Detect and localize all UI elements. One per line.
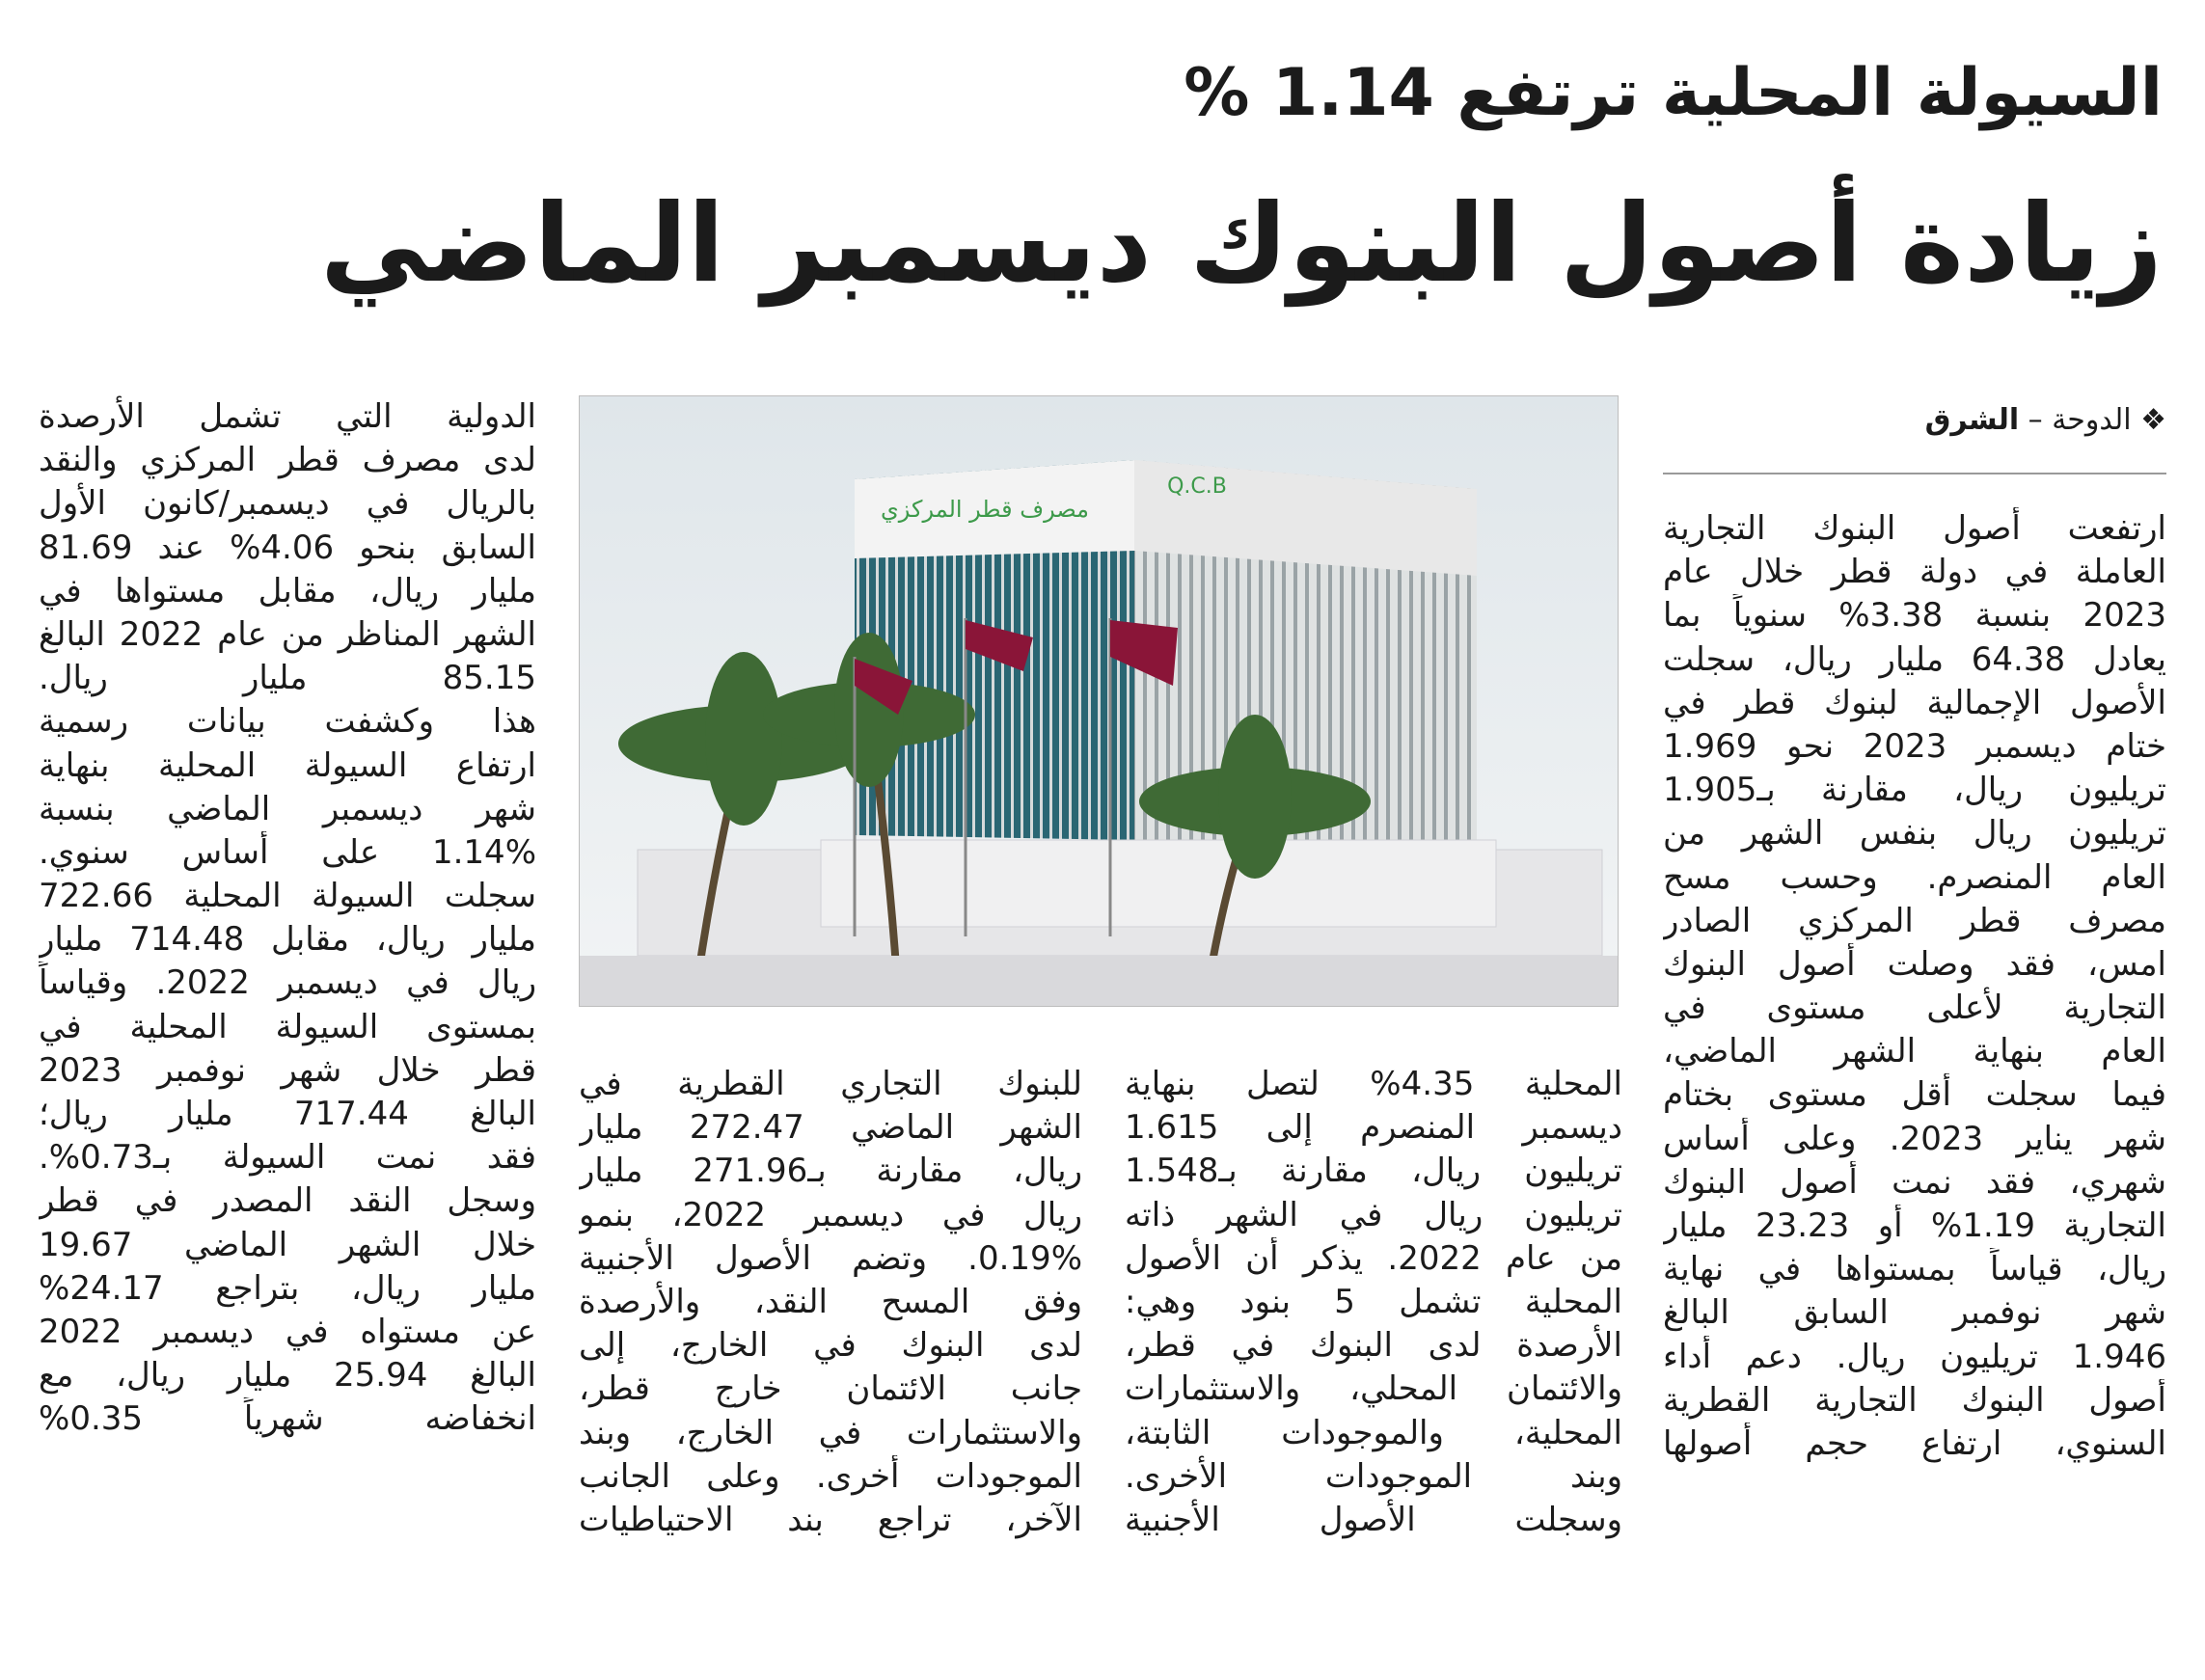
column-line: شهر ديسمبر الماضي بنسبة: [39, 789, 536, 828]
column-line: فيما سجلت أقل مستوى بختام: [1663, 1075, 2166, 1115]
column-line: فقد نمت السيولة بـ0.73%.: [39, 1138, 536, 1178]
column-line: 1.946 تريليون ريال. دعم أداء: [1663, 1337, 2166, 1376]
column-line: الآخر، تراجع بند الاحتياطيات: [579, 1500, 1082, 1539]
column-line: التجارية لأعلى مستوى في: [1663, 989, 2166, 1028]
column-line: بالريال في ديسمبر/كانون الأول: [39, 484, 536, 524]
column-line: سجلت السيولة المحلية 722.66: [39, 877, 536, 916]
column-line: ديسمبر المنصرم إلى 1.615: [1125, 1108, 1622, 1148]
byline-divider: [1663, 473, 2166, 474]
column-line: وبند الموجودات الأخرى.: [1125, 1456, 1622, 1496]
column-line: مليار ريال، بتراجع 24.17%: [39, 1268, 536, 1308]
column-line: شهر يناير 2023. وعلى أساس: [1663, 1119, 2166, 1158]
column-line: ارتفاع السيولة المحلية بنهاية: [39, 745, 536, 785]
article-column-1: [1663, 507, 2166, 1466]
article-kicker: السيولة المحلية ترتفع 1.14 %: [1184, 55, 2163, 131]
column-line: ريال في ديسمبر 2022، بنمو: [579, 1195, 1082, 1234]
byline: [1663, 397, 2166, 444]
column-line: العاملة في دولة قطر خلال عام: [1663, 553, 2166, 592]
column-line: لدى البنوك في الخارج، إلى: [579, 1326, 1082, 1366]
article-photo: [579, 395, 1619, 1007]
column-line: قطر خلال شهر نوفمبر 2023: [39, 1050, 536, 1090]
column-line: البالغ 25.94 مليار ريال، مع: [39, 1356, 536, 1395]
bullet-icon: ❖: [2140, 403, 2166, 437]
column-line: شهر نوفمبر السابق البالغ: [1663, 1293, 2166, 1333]
column-line: تريليون ريال في الشهر ذاته: [1125, 1195, 1622, 1234]
column-line: الموجودات أخرى. وعلى الجانب: [579, 1456, 1082, 1496]
column-line: ريال في ديسمبر 2022. وقياساً: [39, 963, 536, 1003]
article-headline: زيادة أصول البنوك ديسمبر الماضي: [319, 181, 2163, 307]
article-column-3: [579, 1063, 1082, 1542]
column-line: ريال، قياساً بمستواها في نهاية: [1663, 1250, 2166, 1289]
column-line: امس، فقد وصلت أصول البنوك: [1663, 944, 2166, 984]
column-line: هذا وكشفت بيانات رسمية: [39, 702, 536, 742]
sign-main: مصرف قطر المركزي: [881, 496, 1089, 523]
column-line: شهري، فقد نمت أصول البنوك: [1663, 1162, 2166, 1202]
column-line: لدى مصرف قطر المركزي والنقد: [39, 441, 536, 480]
column-line: يعادل 64.38 مليار ريال، سجلت: [1663, 639, 2166, 679]
column-line: السنوي، ارتفاع حجم أصولها: [1663, 1423, 2166, 1463]
column-line: المحلية، والموجودات الثابتة،: [1125, 1413, 1622, 1452]
column-line: البالغ 717.44 مليار ريال؛: [39, 1095, 536, 1133]
column-line: 0.19%. وتضم الأصول الأجنبية: [579, 1238, 1082, 1278]
column-line: ختام ديسمبر 2023 نحو 1.969: [1663, 726, 2166, 766]
column-line: وفق المسح النقد، والأرصدة: [579, 1282, 1082, 1321]
column-line: من عام 2022. يذكر أن الأصول: [1125, 1238, 1622, 1278]
column-line: 85.15 مليار ريال.: [39, 659, 536, 698]
column-line: تريليون ريال، مقارنة بـ1.905: [1663, 771, 2166, 810]
column-line: جانب الائتمان خارج قطر،: [579, 1369, 1082, 1409]
central-bank-building-image: [580, 396, 1618, 1006]
column-line: الأصول الإجمالية لبنوك قطر في: [1663, 683, 2166, 722]
article-column-2: [1125, 1063, 1622, 1542]
column-line: السابق بنحو 4.06% عند 81.69: [39, 528, 536, 567]
column-line: انخفاضه شهرياً 0.35%: [39, 1399, 536, 1439]
byline-source: الشرق: [1924, 403, 2020, 437]
column-line: الشهر الماضي 272.47 مليار: [579, 1108, 1082, 1148]
column-line: العام المنصرم. وحسب مسح: [1663, 857, 2166, 897]
column-line: للبنوك التجاري القطرية في: [579, 1065, 1082, 1103]
column-line: 2023 بنسبة 3.38% سنوياً بما: [1663, 596, 2166, 636]
article-column-4: [39, 395, 536, 1442]
column-line: والاستثمارات في الخارج، وبند: [579, 1413, 1082, 1452]
column-line: تريليون ريال، مقارنة بـ1.548: [1125, 1152, 1622, 1191]
column-line: التجارية 1.19% أو 23.23 مليار: [1663, 1206, 2166, 1245]
column-line: خلال الشهر الماضي 19.67: [39, 1225, 536, 1264]
column-line: أصول البنوك التجارية القطرية: [1663, 1380, 2166, 1420]
column-line: ريال، مقارنة بـ271.96 مليار: [579, 1152, 1082, 1191]
column-line: وسجلت الأصول الأجنبية: [1125, 1500, 1622, 1539]
column-line: المحلية تشمل 5 بنود وهي:: [1125, 1282, 1622, 1321]
column-line: بمستوى السيولة المحلية في: [39, 1007, 536, 1046]
column-line: العام بنهاية الشهر الماضي،: [1663, 1032, 2166, 1071]
column-line: مليار ريال، مقابل مستواها في: [39, 571, 536, 610]
column-line: عن مستواه في ديسمبر 2022: [39, 1312, 536, 1351]
column-line: مليار ريال، مقابل 714.48 مليار: [39, 920, 536, 960]
column-line: تريليون ريال بنفس الشهر من: [1663, 814, 2166, 854]
column-line: المحلية 4.35% لتصل بنهاية: [1125, 1065, 1622, 1103]
column-line: 1.14% على أساس سنوي.: [39, 832, 536, 872]
column-line: الأرصدة لدى البنوك في قطر،: [1125, 1326, 1622, 1366]
column-line: الشهر المناظر من عام 2022 البالغ: [39, 614, 536, 654]
column-line: مصرف قطر المركزي الصادر: [1663, 901, 2166, 940]
column-line: ارتفعت أصول البنوك التجارية: [1663, 509, 2166, 548]
byline-location: الدوحة –: [2028, 403, 2132, 437]
sign-logo: Q.C.B: [1167, 474, 1227, 499]
column-line: والائتمان المحلي، والاستثمارات: [1125, 1369, 1622, 1409]
column-line: الدولية التي تشمل الأرصدة: [39, 397, 536, 436]
column-line: وسجل النقد المصدر في قطر: [39, 1181, 536, 1221]
